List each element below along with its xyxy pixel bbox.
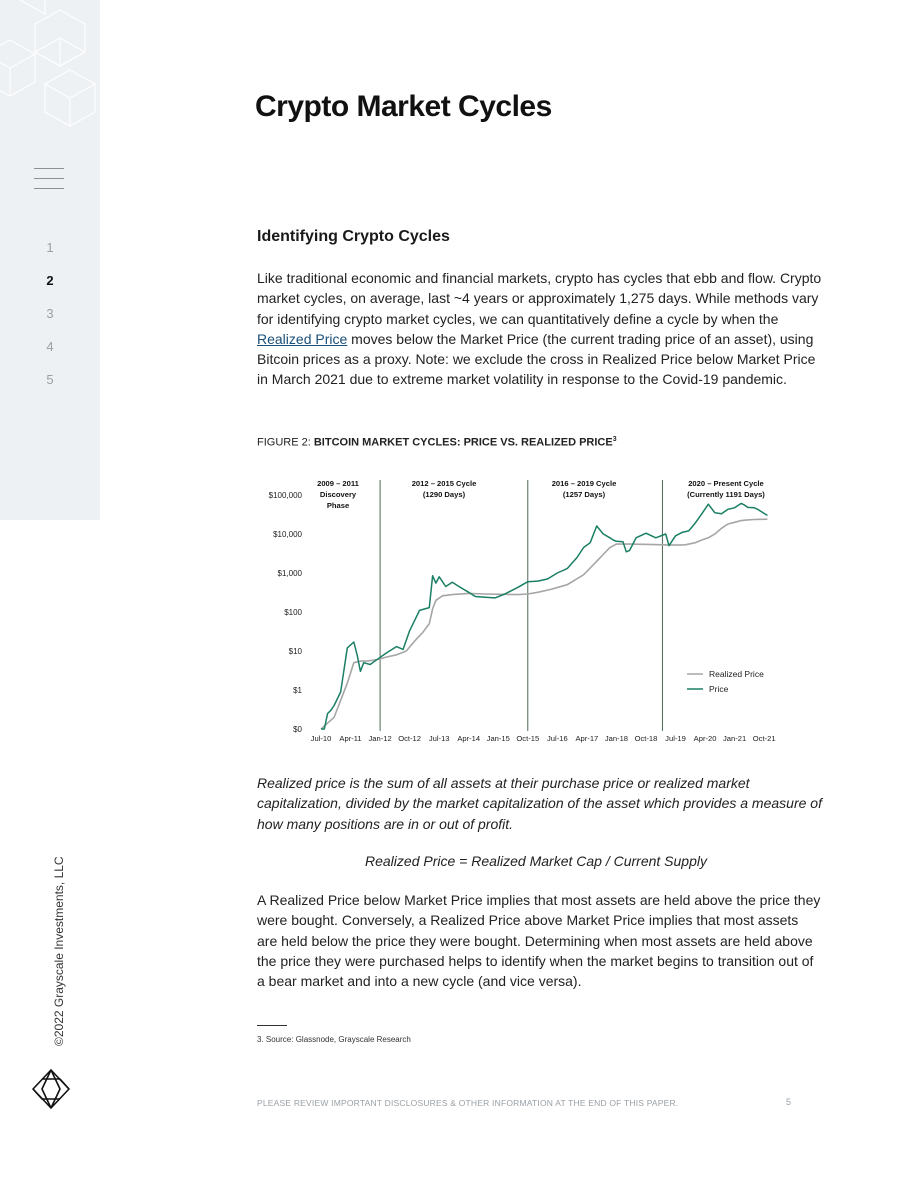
footnote-rule: [257, 1025, 287, 1026]
footnote: 3. Source: Glassnode, Grayscale Research: [257, 1035, 411, 1044]
y-tick-label: $0: [293, 725, 302, 734]
y-tick-label: $100,000: [268, 491, 302, 500]
page-link-3[interactable]: 3: [46, 306, 54, 321]
page-nav: [40, 240, 60, 405]
y-tick-label: $1,000: [277, 569, 302, 578]
cycle-label: 2009 – 2011: [317, 479, 359, 488]
x-tick-label: Jul-16: [547, 734, 568, 743]
x-tick-label: Jan-15: [486, 734, 510, 743]
sidebar: [0, 0, 100, 520]
x-tick-label: Jan-18: [604, 734, 629, 743]
x-tick-label: Apr-20: [693, 734, 717, 743]
x-tick-label: Jan-12: [368, 734, 392, 743]
realized-price-line: [321, 519, 767, 729]
realized-price-formula: Realized Price = Realized Market Cap / Current Supply: [365, 853, 707, 869]
cycle-label: (1257 Days): [562, 490, 606, 499]
x-tick-label: Apr-14: [457, 734, 481, 743]
cycle-label: 2016 – 2019 Cycle: [551, 479, 617, 488]
cycle-label: (1290 Days): [422, 490, 466, 499]
x-tick-label: Jul-13: [428, 734, 450, 743]
section-heading: Identifying Crypto Cycles: [257, 228, 450, 245]
x-tick-label: Jul-19: [665, 734, 686, 743]
page-link-2[interactable]: 2: [46, 273, 54, 288]
figure-caption: FIGURE 2: BITCOIN MARKET CYCLES: PRICE VS. REALIZED PRICE$^3$: [257, 436, 617, 449]
x-tick-label: Oct-12: [398, 734, 422, 743]
legend-label-price: Price: [709, 684, 729, 694]
y-tick-label: $10,000: [273, 530, 302, 539]
cycle-label: 2020 – Present Cycle: [688, 479, 764, 488]
x-tick-label: Oct-21: [752, 734, 776, 743]
interpretation-paragraph: A Realized Price below Market Price implies that most assets are held above the price they were bought. Conversely, a Realized Price above Market Price implies that most assets are held below the price they were bought. Determining when most assets are held above the price they were purchased helps to identify when the market begins to transition out of a bear market and into a new cycle (and vice versa).: [257, 892, 821, 990]
x-tick-label: Jan-21: [722, 734, 747, 743]
x-tick-label: Oct-18: [634, 734, 658, 743]
realized-price-definition: Realized price is the sum of all assets at their purchase price or realized market capitalization, divided by the market capitalization of the asset which provides a measure of how many positions are in or out of profit.: [257, 775, 822, 832]
bitcoin-cycles-chart: [257, 470, 797, 760]
page-link-1[interactable]: 1: [46, 240, 54, 255]
hex-pattern-decoration: [0, 0, 100, 140]
copyright-text: ©2022 Grayscale Investments, LLC: [52, 856, 66, 1046]
disclaimer: PLEASE REVIEW IMPORTANT DISCLOSURES & OTHER INFORMATION AT THE END OF THIS PAPER.: [257, 1098, 679, 1108]
page-link-5[interactable]: 5: [46, 372, 54, 387]
y-tick-label: $1: [293, 686, 302, 695]
cycle-label: Discovery: [319, 490, 357, 499]
intro-paragraph: Like traditional economic and financial markets, crypto has cycles that ebb and flow. Crypto market cycles, on average, last ~4 years or approximately 1,275 days. While methods vary for identifying crypto market cycles, we can quantitatively define a cycle by when the Realized Price moves below the Market Price (the current trading price of an asset), using Bitcoin prices as a proxy. Note: we exclude the cross in Realized Price below Market Price in March 2021 due to extreme market volatility in response to the Covid-19 pandemic.: [257, 270, 822, 388]
x-tick-label: Oct-15: [516, 734, 540, 743]
price-line: [321, 503, 767, 729]
page-number: 5: [786, 1097, 792, 1107]
y-tick-label: $10: [288, 647, 302, 656]
page-link-4[interactable]: 4: [46, 339, 54, 354]
page-title: Crypto Market Cycles: [255, 90, 552, 123]
legend-label-realized: Realized Price: [709, 669, 764, 679]
grayscale-logo-icon: [30, 1068, 72, 1110]
y-tick-label: $100: [284, 608, 302, 617]
x-tick-label: Apr-17: [575, 734, 599, 743]
x-tick-label: Apr-11: [339, 734, 362, 743]
x-tick-label: Jul-10: [310, 734, 332, 743]
realized-price-link[interactable]: Realized Price: [257, 330, 348, 347]
menu-icon[interactable]: [34, 168, 64, 198]
cycle-label: (Currently 1191 Days): [687, 490, 765, 499]
cycle-label: Phase: [326, 501, 350, 510]
cycle-label: 2012 – 2015 Cycle: [411, 479, 477, 488]
